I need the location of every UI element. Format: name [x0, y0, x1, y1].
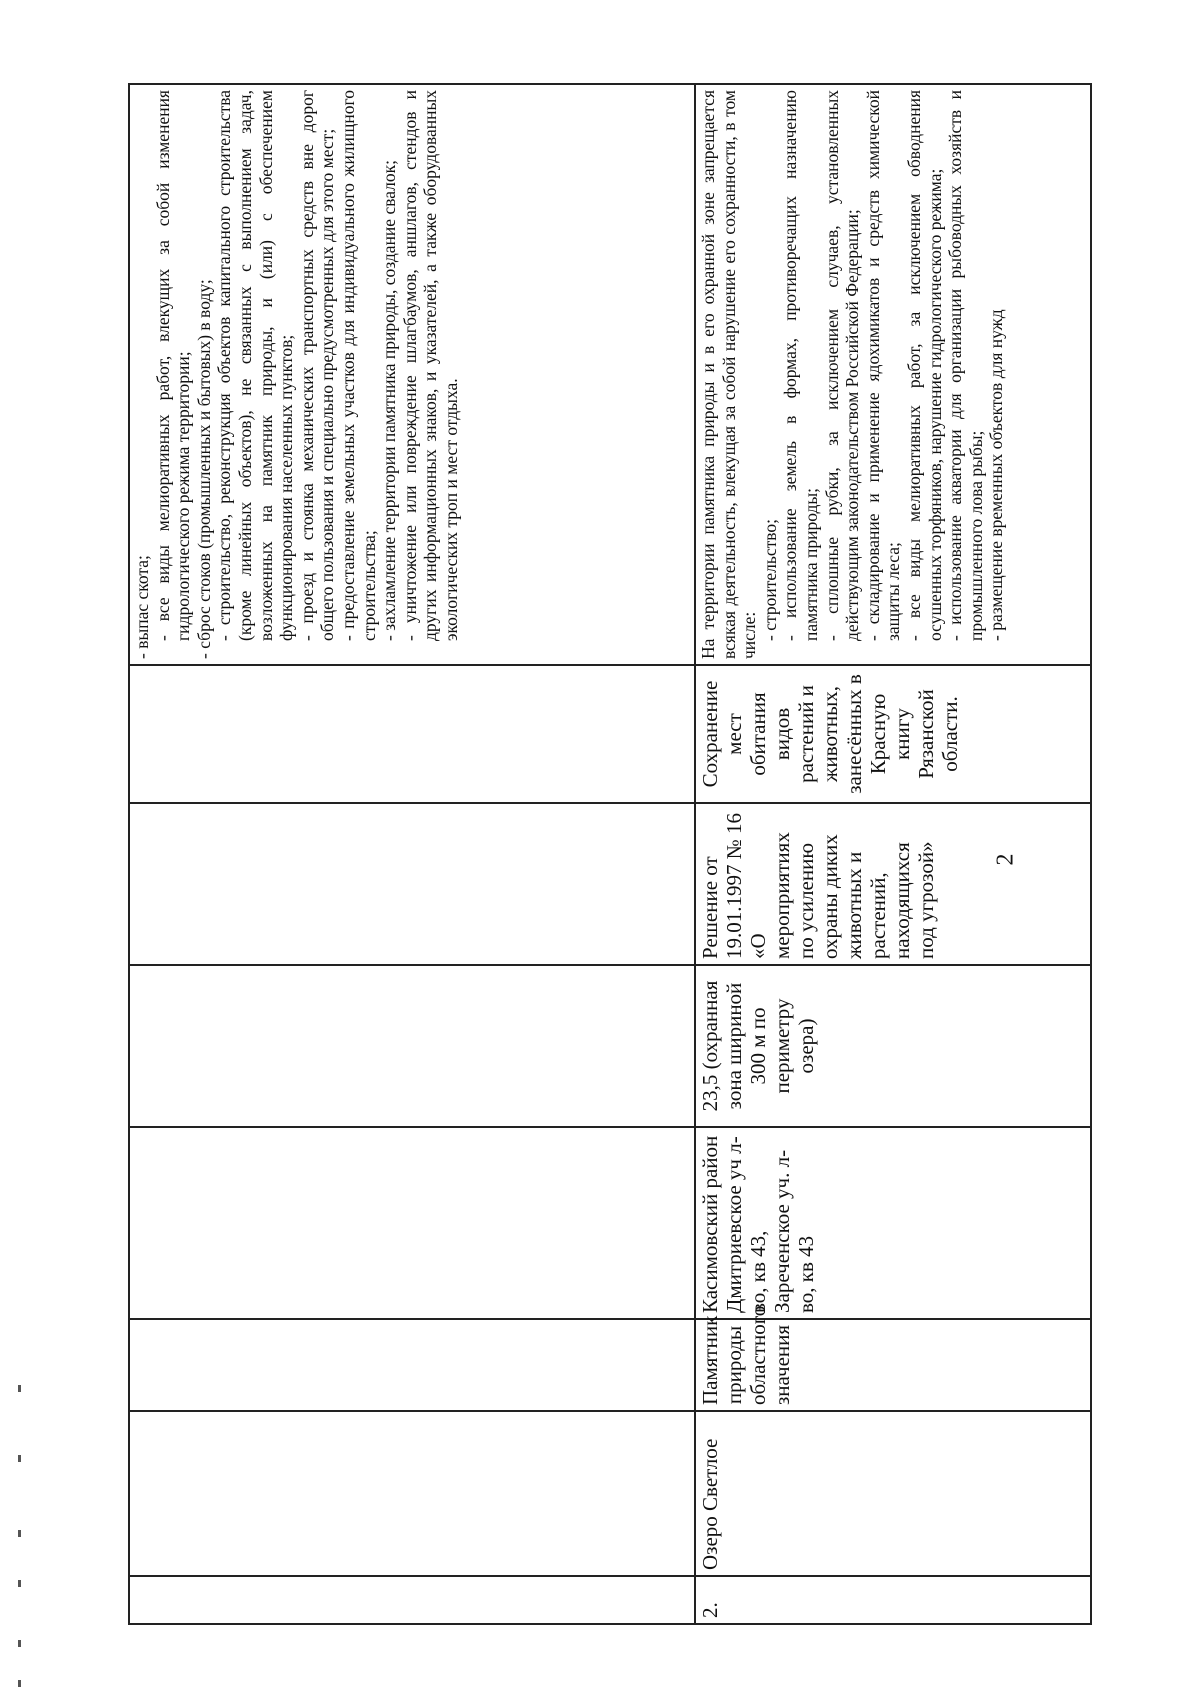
protected-areas-table — [128, 83, 1092, 1625]
prohibition-item: - уничтожение или повреждение шлагбаумов, аншлагов, стендов и других информационных знаков, и указателей, а также оборудованных экологических троп и мест отдыха. — [399, 90, 461, 641]
prohibition-item: - проезд и стоянка механических транспортных средств вне дорог общего пользования и специально предусмотренных для этого мест; — [296, 90, 338, 641]
regime-item: - использование акватории для организации рыбоводных хозяйств и промышленного лова рыбы; — [945, 90, 986, 641]
object-name: Озеро Светлое — [695, 1411, 1091, 1576]
object-location: Касимовский район Дмитриевское уч л-во, кв 43, Зареченское уч. л-во, кв 43 — [695, 1127, 1091, 1319]
scan-artifact — [18, 1680, 21, 1687]
cell-prohibitions-continued — [129, 84, 695, 665]
regime-item: - строительство; — [759, 519, 780, 641]
cell-empty — [129, 803, 695, 965]
scan-artifact — [18, 1580, 21, 1587]
prohibition-item: - строительство, реконструкция объектов капитального строительства (кроме линейных объектов), не связанных с выполнением задач, возложенных на памятник природы, и (или) с обеспечением функционирования населенных пунктов; — [214, 90, 297, 641]
rotated-page — [128, 85, 1083, 1625]
protection-purpose: Сохранение мест обитания видов растений и животных, занесённых в Красную книгу Рязанской области. — [695, 665, 1091, 803]
cell-empty — [129, 1319, 695, 1411]
cell-empty — [129, 665, 695, 803]
prohibition-item: - сброс стоков (промышленных и бытовых) в воду; — [193, 279, 214, 659]
cell-empty — [129, 1576, 695, 1624]
regime-item: - сплошные рубки, за исключением случаев, установленных действующим законодательством Российской Федерации; — [821, 90, 863, 641]
scan-artifact — [18, 1530, 21, 1537]
prohibition-item: - предоставление земельных участков для индивидуального жилищного строительства; — [337, 90, 379, 641]
regime-intro: На территории памятника природы и в его охранной зоне запрещается всякая деятельность, влекущая за собой нарушение его сохранности, в том числе: — [698, 90, 760, 659]
cell-empty — [129, 1127, 695, 1319]
table-row-previous — [129, 84, 695, 1624]
establishing-decision: Решение от 19.01.1997 № 16 «О мероприятиях по усилению охраны диких животных и растений, находящихся под угрозой» — [695, 803, 1091, 965]
regime-item: - размещение временных объектов для нужд — [986, 309, 1007, 641]
prohibition-item: - все виды мелиоративных работ, влекущих за собой изменения гидрологического режима территории; — [152, 90, 194, 641]
regime-item: - все виды мелиоративных работ, за исключением обводнения осушенных торфяников, нарушение гидрологического режима; — [903, 90, 945, 641]
scan-artifact — [18, 1640, 21, 1647]
table-row — [695, 84, 1091, 1624]
regime-item: - использование земель в формах, противоречащих назначению памятника природы; — [780, 90, 821, 641]
regime-item: - складирование и применение ядохимикатов и средств химической защиты леса; — [862, 90, 904, 641]
protection-regime — [695, 84, 1091, 665]
object-category: Памятник природы областного значения — [695, 1319, 1091, 1411]
scan-artifact — [18, 1385, 21, 1392]
scan-artifact — [18, 1455, 21, 1462]
cell-empty — [129, 965, 695, 1127]
page-number: 2 — [992, 853, 1019, 866]
prohibition-item: - выпас скота; — [132, 555, 152, 659]
object-area: 23,5 (охранная зона шириной 300 м по периметру озера) — [695, 965, 1091, 1127]
cell-empty — [129, 1411, 695, 1576]
prohibition-item: - захламление территории памятника природы, создание свалок; — [379, 159, 400, 641]
row-number: 2. — [695, 1576, 1091, 1624]
